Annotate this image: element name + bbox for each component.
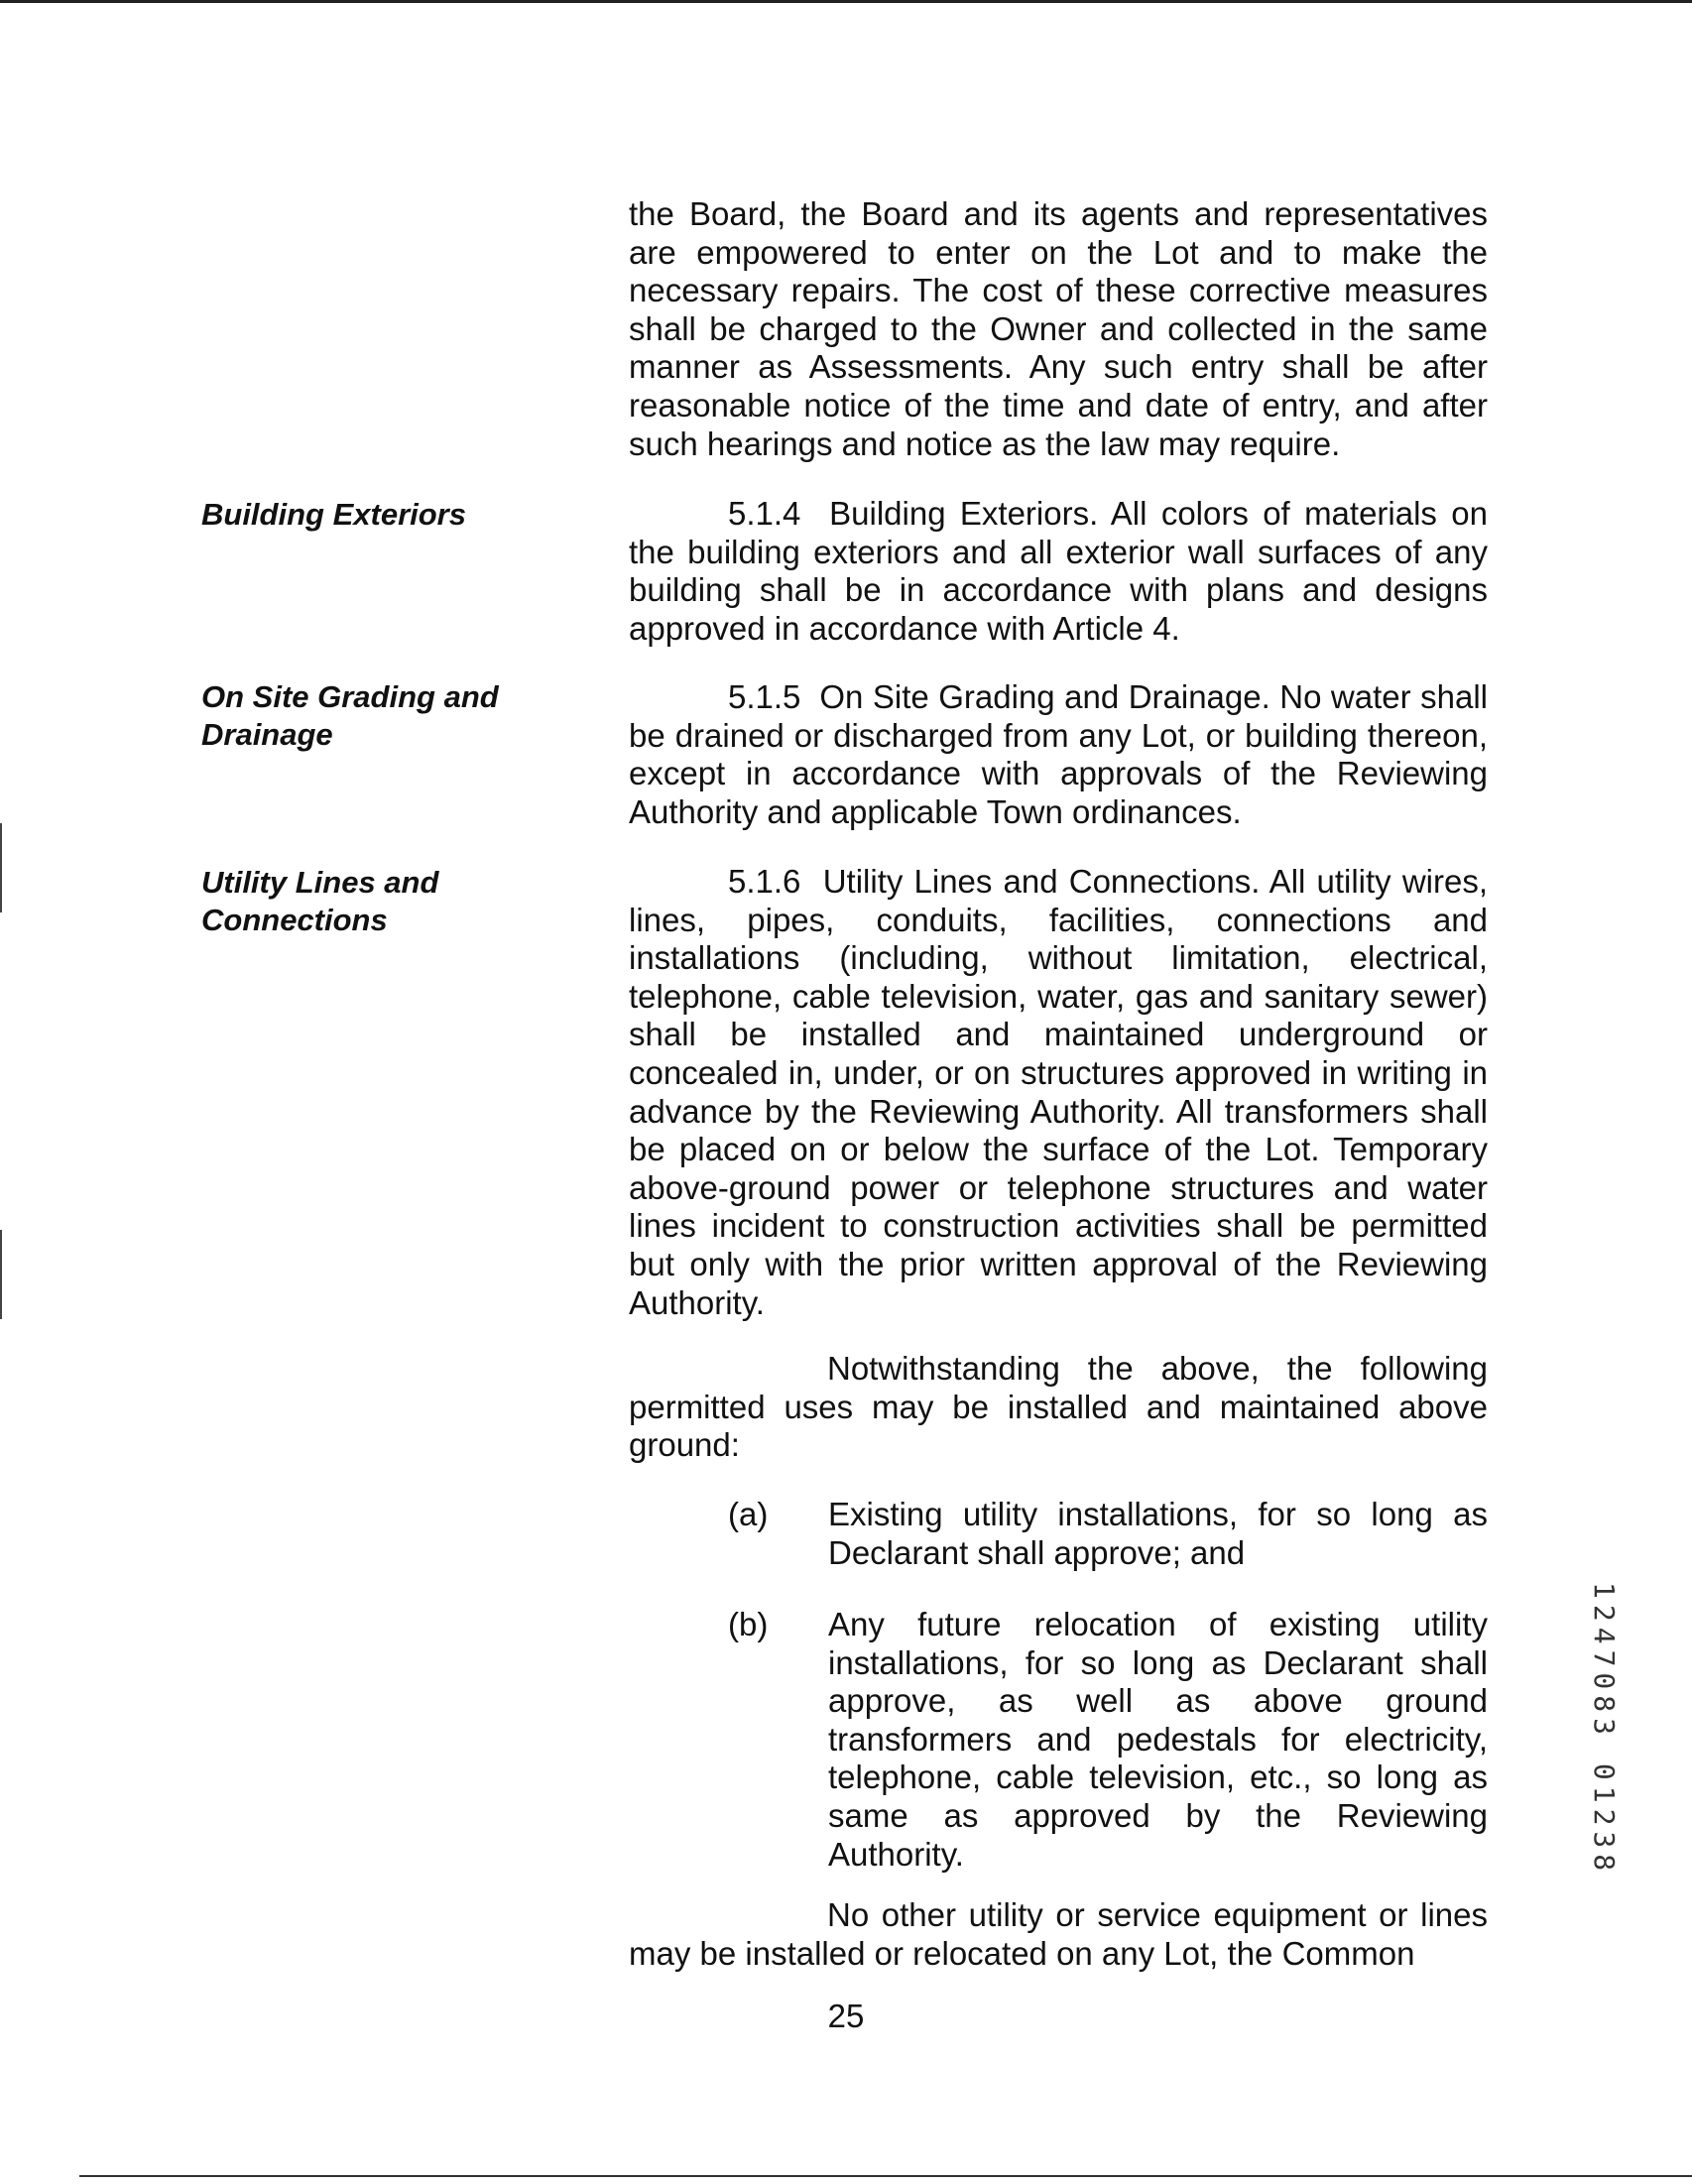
bottom-border: [79, 2175, 1692, 2177]
final-paragraph: [629, 1896, 1488, 1973]
continuation-paragraph: the Board, the Board and its agents and representatives are empowered to enter on the Lot and to make the necessary repairs. The cost of these corrective measures shall be charged to the Owner and collected in the same manner as Assessments. Any such entry shall be after reasonable notice of the time and date of entry, and after such hearings and notice as the law may require.: [629, 195, 1488, 462]
section-number: 5.1.6: [728, 863, 801, 900]
list-item-label: (b): [728, 1606, 769, 1642]
page-number: 25: [827, 1998, 865, 2034]
section-5-1-5: [629, 678, 1488, 831]
section-5-1-6: [629, 863, 1488, 1322]
side-heading-line: On Site Grading and: [201, 679, 499, 714]
section-number: 5.1.4: [728, 495, 801, 532]
side-heading-on-site-grading: [201, 678, 558, 754]
section-text: On Site Grading and Drainage. No water shall be drained or discharged from any Lot, or building thereon, except in accordance with approvals of the Reviewing Authority and applicable Town ordinances.: [629, 678, 1488, 830]
section-5-1-4: [629, 495, 1488, 648]
side-heading-line: Connections: [201, 903, 388, 937]
notwithstanding-paragraph: [629, 1350, 1488, 1465]
top-border: [0, 0, 1692, 3]
side-heading-line: Drainage: [201, 717, 333, 752]
paragraph-text: Notwithstanding the above, the following permitted uses may be installed and maintained above ground:: [629, 1350, 1488, 1464]
list-item-label: (a): [728, 1496, 769, 1532]
paragraph-text: No other utility or service equipment or lines may be installed or relocated on any Lot, the Common: [629, 1896, 1488, 1972]
side-heading-line: Utility Lines and: [201, 865, 439, 900]
side-heading-utility-lines: [201, 864, 558, 939]
scan-edge-mark: [0, 1230, 2, 1319]
section-text: Building Exteriors. All colors of materials on the building exteriors and all exterior wall surfaces of any building shall be in accordance with plans and designs approved in accordance with Article 4.: [629, 495, 1488, 647]
list-item-text: Existing utility installations, for so long as Declarant shall approve; and: [828, 1496, 1488, 1571]
side-heading-building-exteriors: Building Exteriors: [201, 497, 466, 532]
section-number: 5.1.5: [728, 678, 801, 715]
margin-stamp-text: 1247083 01238: [1588, 1582, 1621, 1878]
scan-edge-mark: [0, 823, 2, 912]
margin-stamp: [1589, 1582, 1625, 1939]
list-item-text: Any future relocation of existing utility installations, for so long as Declarant shall approve, as well as above ground transformers and pedestals for electricity, telephone, cable television, etc., so long as same as approved by the Reviewing Authority.: [828, 1606, 1488, 1873]
section-text: Utility Lines and Connections. All utility wires, lines, pipes, conduits, facilities, connections and installations (including, without limitation, electrical, telephone, cable television, water, gas and sanitary sewer) shall be installed and maintained underground or concealed in, under, or on structures approved in writing in advance by the Reviewing Authority. All transformers shall be placed on or below the surface of the Lot. Temporary above-ground power or telephone structures and water lines incident to construction activities shall be permitted but only with the prior written approval of the Reviewing Authority.: [629, 863, 1489, 1321]
